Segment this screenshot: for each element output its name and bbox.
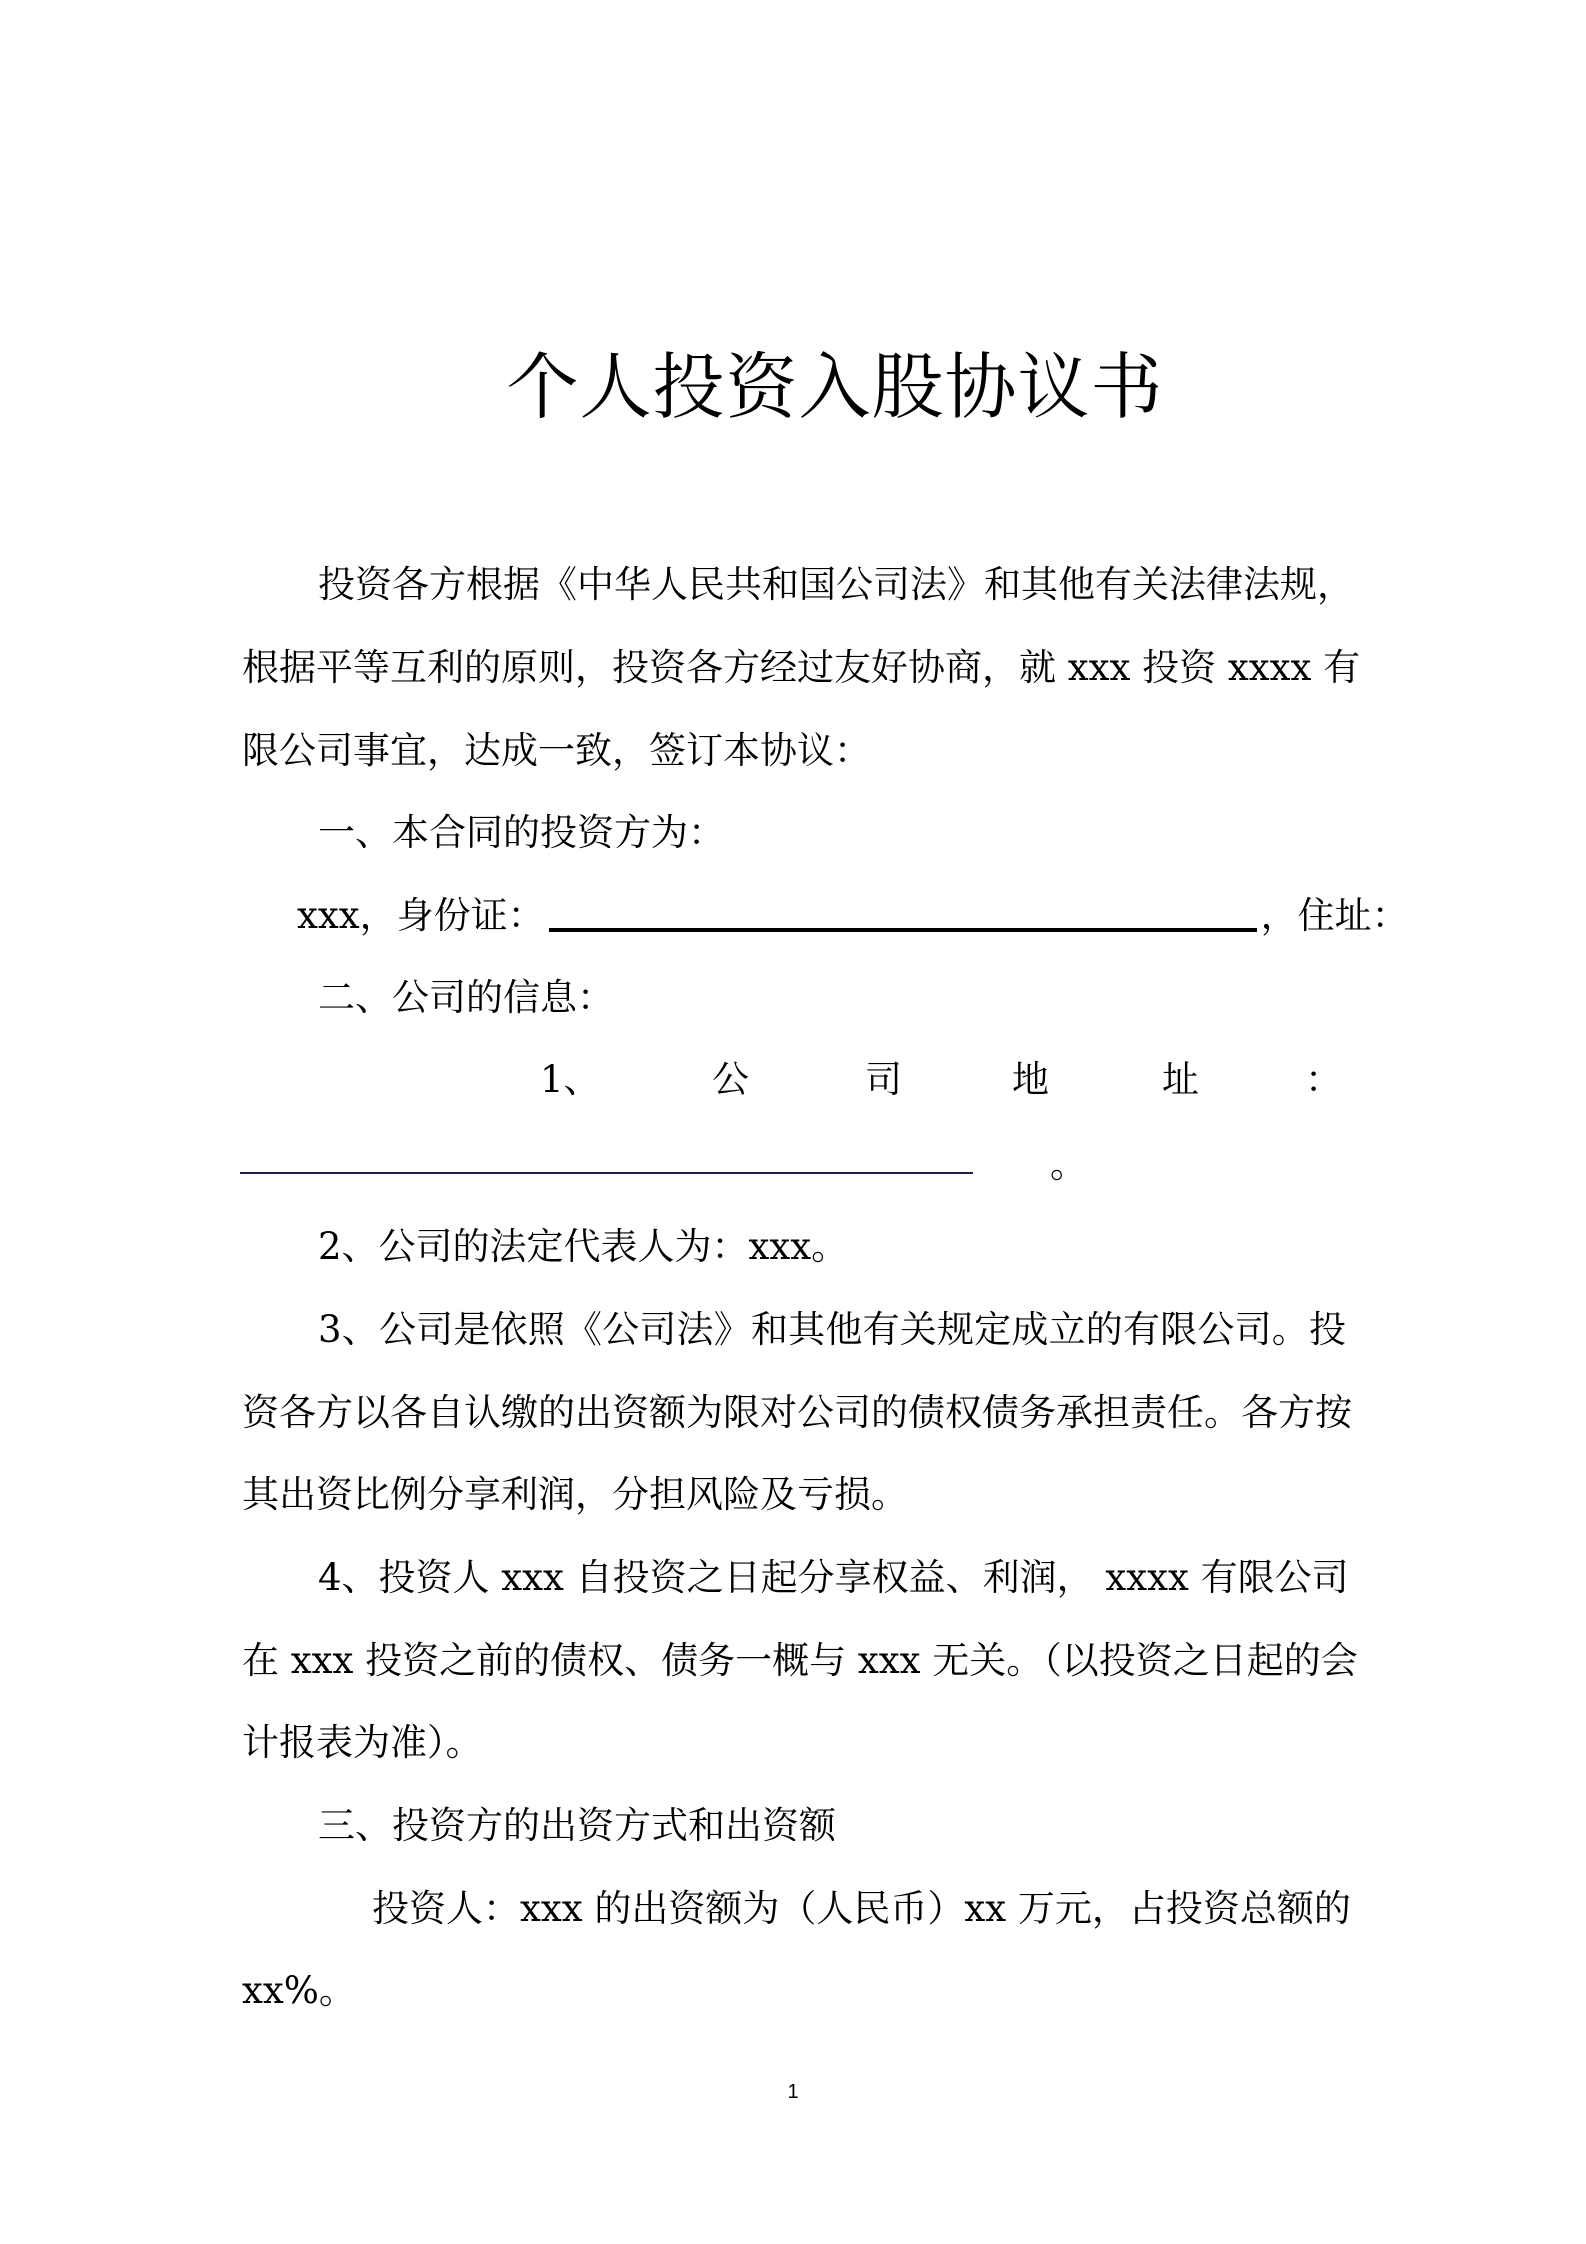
preamble-line-3: 限公司事宜，达成一致，签订本协议：: [242, 729, 871, 772]
item-3-line-1: 3、公司是依照《公司法》和其他有关规定成立的有限公司。投: [318, 1308, 1346, 1351]
section-2-heading: 二、公司的信息：: [318, 976, 614, 1019]
company-address-char: 司: [865, 1058, 902, 1101]
document-title: 个人投资入股协议书: [506, 345, 1164, 429]
item-3-line-2: 资各方以各自认缴的出资额为限对公司的债权债务承担责任。各方按: [242, 1391, 1352, 1434]
item-3-line-3: 其出资比例分享利润，分担风险及亏损。: [242, 1473, 908, 1516]
investor-id-line: [297, 891, 1409, 941]
page-number: 1: [787, 2081, 799, 2103]
id-number-blank[interactable]: [549, 928, 1257, 932]
company-address-blank[interactable]: [240, 1172, 973, 1174]
company-address-char: 址: [1162, 1058, 1199, 1101]
company-address-number: 1、: [540, 1058, 601, 1101]
section-3-heading: 三、投资方的出资方式和出资额: [318, 1804, 836, 1847]
section-1-heading: 一、本合同的投资方为：: [318, 811, 725, 854]
preamble-line-1: 投资各方根据《中华人民共和国公司法》和其他有关法律法规，: [318, 563, 1354, 606]
preamble-line-2: 根据平等互利的原则，投资各方经过友好协商，就 xxx 投资 xxxx 有: [242, 646, 1361, 689]
company-address-colon: ：: [1305, 1058, 1342, 1101]
company-address-end-mark: 。: [1050, 1143, 1087, 1186]
contribution-line-1: 投资人：xxx 的出资额为（人民币）xx 万元，占投资总额的: [372, 1887, 1351, 1930]
investor-address-label: ，住址：: [1260, 894, 1409, 937]
item-4-line-2: 在 xxx 投资之前的债权、债务一概与 xxx 无关。（以投资之日起的会: [242, 1639, 1358, 1682]
investor-id-label: xxx，身份证：: [297, 894, 545, 937]
item-4-line-1: 4、投资人 xxx 自投资之日起分享权益、利润， xxxx 有限公司: [318, 1556, 1349, 1599]
contribution-line-2: xx%。: [242, 1969, 356, 2012]
legal-representative-line: 2、公司的法定代表人为：xxx。: [318, 1225, 849, 1268]
item-4-line-3: 计报表为准）。: [242, 1721, 483, 1764]
company-address-char: 地: [1012, 1058, 1049, 1101]
company-address-char: 公: [712, 1058, 749, 1101]
